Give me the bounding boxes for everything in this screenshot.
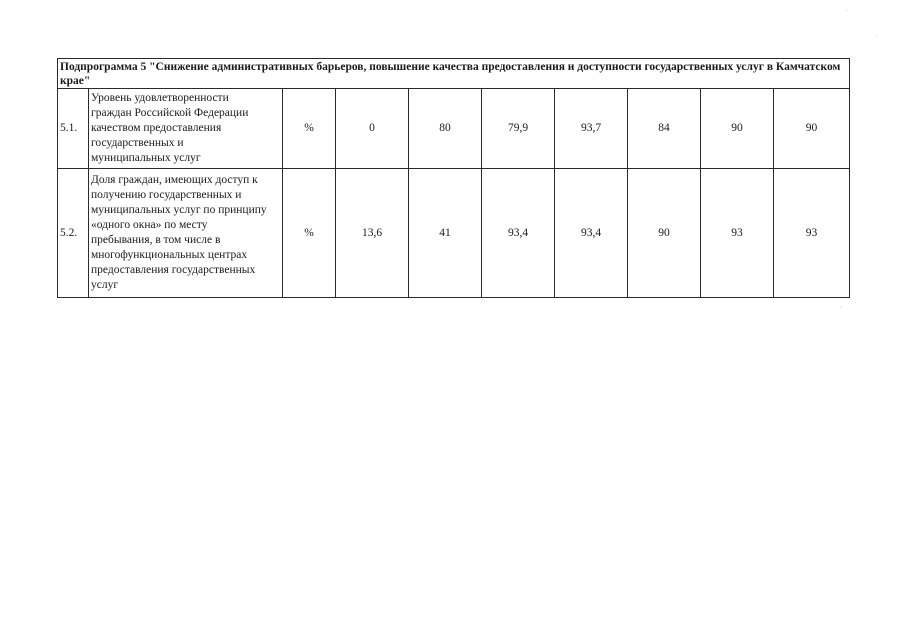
value-cell: 84 xyxy=(628,89,701,169)
indicators-table xyxy=(57,58,850,298)
value-cell: 80 xyxy=(409,89,482,169)
value-cell: 93,4 xyxy=(482,169,555,298)
value-cell: 93 xyxy=(701,169,774,298)
value-cell: 90 xyxy=(774,89,850,169)
indicator-description: Уровень удовлетворенности граждан Российской Федерации качеством предоставления государственных и муниципальных услуг xyxy=(89,89,283,169)
row-number: 5.1. xyxy=(58,89,89,169)
subprogram-header-row xyxy=(58,59,850,89)
indicator-description: Доля граждан, имеющих доступ к получению государственных и муниципальных услуг по принципу «одного окна» по месту пребывания, в том числе в многофункциональных центрах предоставления государственных услуг xyxy=(89,169,283,298)
scan-speck: · xyxy=(840,305,842,311)
table-row xyxy=(58,169,850,298)
value-cell: 93,4 xyxy=(555,169,628,298)
scan-speck: · xyxy=(846,8,848,14)
table-row xyxy=(58,89,850,169)
value-cell: 0 xyxy=(336,89,409,169)
subprogram-title: Подпрограмма 5 "Снижение административных барьеров, повышение качества предоставления и доступности государственных услуг в Камчатском крае" xyxy=(58,59,850,89)
value-cell: 13,6 xyxy=(336,169,409,298)
row-number: 5.2. xyxy=(58,169,89,298)
value-cell: 41 xyxy=(409,169,482,298)
unit-cell: % xyxy=(283,169,336,298)
unit-cell: % xyxy=(283,89,336,169)
value-cell: 90 xyxy=(701,89,774,169)
value-cell: 93,7 xyxy=(555,89,628,169)
scan-speck: · xyxy=(876,34,878,40)
value-cell: 93 xyxy=(774,169,850,298)
value-cell: 79,9 xyxy=(482,89,555,169)
value-cell: 90 xyxy=(628,169,701,298)
